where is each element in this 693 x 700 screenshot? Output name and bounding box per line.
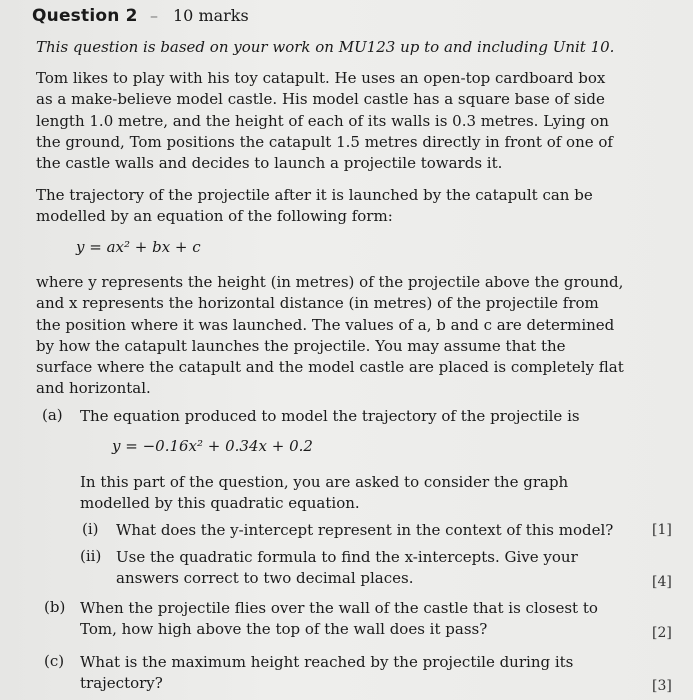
question-title: Question 2 [32, 6, 138, 26]
context-line: modelled by this quadratic equation. [80, 494, 360, 513]
part-a-ii-label: (ii) [80, 547, 102, 565]
part-a-ii-marks: [4] [652, 574, 672, 590]
question-intro: This question is based on your work on MU123 up to and including Unit 10. [36, 38, 615, 56]
question-marks: 10 marks [173, 6, 249, 25]
trajectory-line: The trajectory of the projectile after it is launched by the catapult can be [36, 186, 593, 204]
part-c-label: (c) [44, 652, 65, 670]
explain-line: the position where it was launched. The values of a, b and c are determined [36, 315, 615, 334]
part-a-label: (a) [42, 406, 63, 424]
scenario-paragraph [36, 68, 613, 174]
part-a-i-marks: [1] [652, 522, 672, 538]
part-b-text [80, 598, 598, 641]
part-a-context [80, 472, 568, 515]
model-equation: y = −0.16x² + 0.34x + 0.2 [112, 437, 313, 455]
part-a-ii-line: Use the quadratic formula to find the x-intercepts. Give your [116, 548, 578, 566]
general-equation: y = ax² + bx + c [76, 238, 201, 256]
explain-line: where y represents the height (in metres) of the projectile above the ground, [36, 273, 624, 291]
scenario-line: length 1.0 metre, and the height of each of its walls is 0.3 metres. Lying on [36, 111, 609, 130]
part-b-label: (b) [44, 598, 66, 616]
part-a-ii-text [116, 547, 578, 590]
part-b-line: When the projectile flies over the wall of the castle that is closest to [80, 599, 598, 617]
context-line: In this part of the question, you are asked to consider the graph [80, 473, 569, 491]
variable-explanation [36, 272, 624, 400]
part-c-line: What is the maximum height reached by the projectile during its [80, 653, 574, 671]
part-c-marks: [3] [652, 678, 672, 694]
scenario-line: the castle walls and decides to launch a projectile towards it. [36, 154, 503, 173]
scenario-line: the ground, Tom positions the catapult 1.5 metres directly in front of one of [36, 132, 613, 151]
part-a-text: The equation produced to model the trajectory of the projectile is [80, 407, 580, 425]
scenario-line: as a make-believe model castle. His model castle has a square base of side [36, 90, 605, 109]
part-a-ii-line: answers correct to two decimal places. [116, 569, 414, 588]
part-b-marks: [2] [652, 625, 672, 641]
trajectory-paragraph [36, 185, 593, 228]
explain-line: and x represents the horizontal distance (in metres) of the projectile from [36, 294, 599, 313]
part-c-line: trajectory? [80, 674, 163, 693]
explain-line: by how the catapult launches the projectile. You may assume that the [36, 336, 566, 355]
part-c-text [80, 652, 573, 695]
title-dash: – [150, 6, 158, 25]
explain-line: and horizontal. [36, 379, 151, 398]
part-a-i-text: What does the y-intercept represent in the context of this model? [116, 521, 614, 539]
scenario-line: Tom likes to play with his toy catapult. He uses an open-top cardboard box [36, 69, 606, 87]
explain-line: surface where the catapult and the model castle are placed is completely flat [36, 358, 624, 377]
trajectory-line: modelled by an equation of the following form: [36, 207, 393, 226]
part-a-i-label: (i) [82, 520, 99, 538]
part-b-line: Tom, how high above the top of the wall does it pass? [80, 620, 488, 639]
